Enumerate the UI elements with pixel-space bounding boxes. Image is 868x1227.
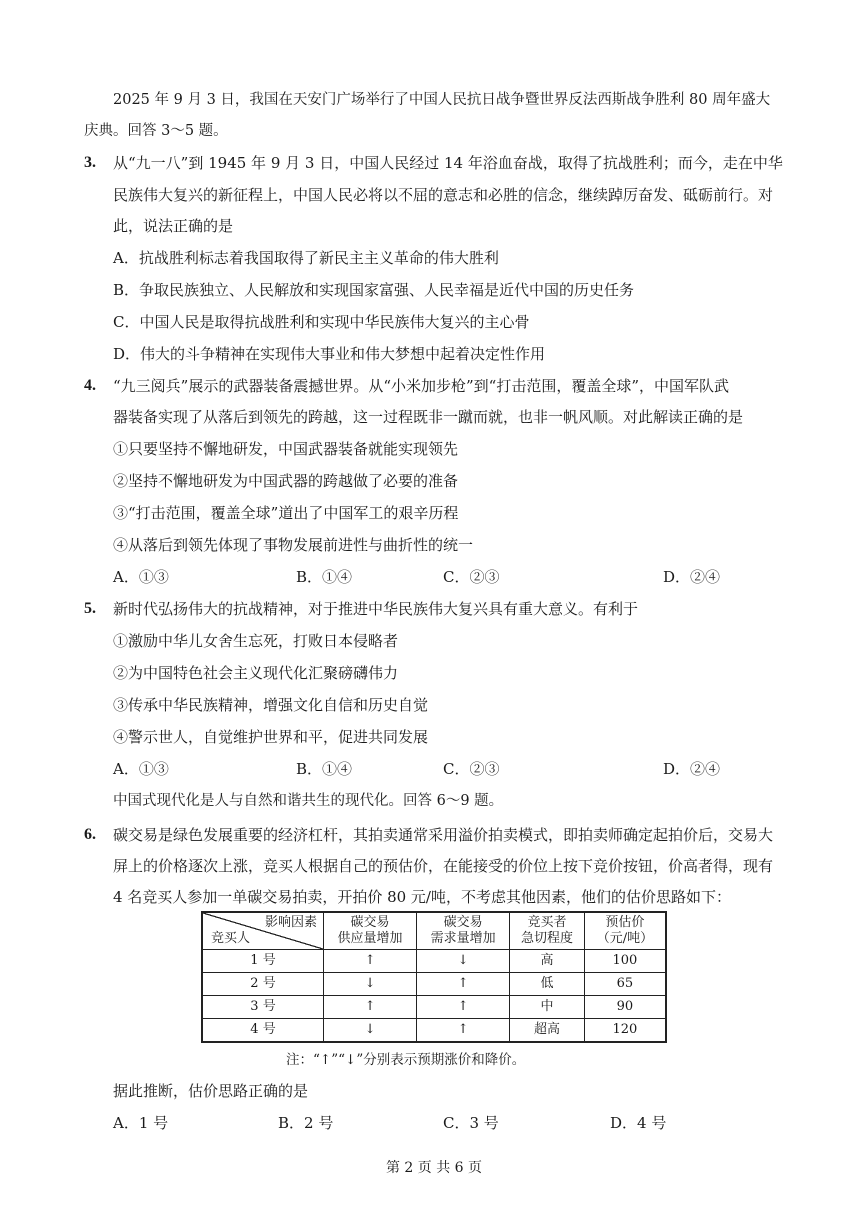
- table-cell: ↓: [417, 950, 510, 973]
- table-row: [202, 950, 666, 973]
- bidder-estimate-table: [201, 911, 667, 1043]
- option-c: C．②③: [443, 568, 500, 586]
- statement-item: ③传承中华民族精神，增强文化自信和历史自觉: [113, 696, 429, 714]
- table-cell: ↑: [324, 996, 417, 1019]
- option-a: A．①③: [113, 568, 169, 586]
- table-cell: 1 号: [202, 950, 324, 973]
- statement-item: ②坚持不懈地研发为中国武器的跨越做了必要的准备: [113, 472, 459, 490]
- table-cell: ↑: [324, 950, 417, 973]
- question-stem: 4 名竞买人参加一单碳交易拍卖，开拍价 80 元/吨，不考虑其他因素，他们的估价思路如下：: [113, 888, 731, 906]
- section-intro-line: 2025 年 9 月 3 日，我国在天安门广场举行了中国人民抗日战争暨世界反法西斯战争胜利 80 周年盛大: [113, 92, 771, 108]
- option-d: D．②④: [663, 760, 721, 778]
- table-cell: ↓: [324, 973, 417, 996]
- question-stem: 从“九一八”到 1945 年 9 月 3 日，中国人民经过 14 年浴血奋战，取得了抗战胜利；而今，走在中华: [113, 154, 783, 172]
- option-a: A．抗战胜利标志着我国取得了新民主主义革命的伟大胜利: [113, 249, 499, 267]
- section-intro-line: 庆典。回答 3～5 题。: [84, 123, 228, 139]
- question-stem: 屏上的价格逐次上涨，竞买人根据自己的预估价，在能接受的价位上按下竞价按钮，价高者得，现有: [113, 857, 774, 875]
- option-d: D．伟大的斗争精神在实现伟大事业和伟大梦想中起着决定性作用: [113, 345, 546, 363]
- table-cell: 超高: [510, 1019, 585, 1043]
- table-cell: 100: [584, 950, 666, 973]
- statement-item: ④从落后到领先体现了事物发展前进性与曲折性的统一: [113, 536, 474, 554]
- question-stem: 民族伟大复兴的新征程上，中国人民必将以不屈的意志和必胜的信念，继续踔厉奋发、砥砺前行。对: [113, 186, 774, 204]
- statement-item: ①只要坚持不懈地研发，中国武器装备就能实现领先: [113, 440, 459, 458]
- table-cell: 65: [584, 973, 666, 996]
- table-row: [202, 1019, 666, 1043]
- table-cell: 中: [510, 996, 585, 1019]
- statement-item: ②为中国特色社会主义现代化汇聚磅礴伟力: [113, 664, 399, 682]
- question-prompt: 据此推断，估价思路正确的是: [113, 1082, 309, 1100]
- question-stem: 碳交易是绿色发展重要的经济杠杆，其拍卖通常采用溢价拍卖模式，即拍卖师确定起拍价后，交易大: [113, 826, 774, 844]
- option-c: C．②③: [443, 760, 500, 778]
- option-c: C．中国人民是取得抗战胜利和实现中华民族伟大复兴的主心骨: [113, 313, 530, 331]
- table-cell: 低: [510, 973, 585, 996]
- column-header: 预估价 （元/吨）: [584, 912, 666, 950]
- option-b: B．争取民族独立、人民解放和实现国家富强、人民幸福是近代中国的历史任务: [113, 281, 635, 299]
- table-cell: ↓: [324, 1019, 417, 1043]
- question-stem: “九三阅兵”展示的武器装备震撼世界。从“小米加步枪”到“打击范围，覆盖全球”，中国军队武: [113, 377, 730, 395]
- option-a: A．1 号: [113, 1114, 169, 1132]
- question-stem: 器装备实现了从落后到领先的跨越，这一过程既非一蹴而就，也非一帆风顺。对此解读正确的是: [113, 408, 744, 426]
- column-header: 碳交易 需求量增加: [417, 912, 510, 950]
- page-footer: 第 2 页 共 6 页: [385, 1160, 483, 1176]
- table-row: [202, 973, 666, 996]
- question-number: 3.: [84, 154, 96, 171]
- table-cell: ↑: [417, 996, 510, 1019]
- option-b: B．①④: [296, 760, 353, 778]
- table-cell: 4 号: [202, 1019, 324, 1043]
- column-header: 竞买者 急切程度: [510, 912, 585, 950]
- question-stem: 新时代弘扬伟大的抗战精神，对于推进中华民族伟大复兴具有重大意义。有利于: [113, 600, 639, 618]
- corner-label-bidder: 竞买人: [211, 931, 251, 946]
- statement-item: ④警示世人，自觉维护世界和平，促进共同发展: [113, 728, 429, 746]
- table-cell: 高: [510, 950, 585, 973]
- section-intro-line: 中国式现代化是人与自然和谐共生的现代化。回答 6～9 题。: [113, 793, 504, 809]
- question-number: 5.: [84, 600, 96, 617]
- option-a: A．①③: [113, 760, 169, 778]
- question-number: 4.: [84, 377, 96, 394]
- corner-label-factors: 影响因素: [264, 915, 317, 930]
- table-cell: ↑: [417, 973, 510, 996]
- table-row: [202, 996, 666, 1019]
- question-number: 6.: [84, 826, 96, 843]
- option-d: D．4 号: [610, 1114, 667, 1132]
- column-header: 碳交易 供应量增加: [324, 912, 417, 950]
- statement-item: ③“打击范围，覆盖全球”道出了中国军工的艰辛历程: [113, 504, 459, 522]
- question-stem: 此，说法正确的是: [113, 217, 234, 235]
- statement-item: ①激励中华儿女舍生忘死，打败日本侵略者: [113, 632, 399, 650]
- option-c: C．3 号: [443, 1114, 499, 1132]
- table-cell: 120: [584, 1019, 666, 1043]
- option-d: D．②④: [663, 568, 721, 586]
- table-header-row: [202, 912, 666, 950]
- table-cell: 90: [584, 996, 666, 1019]
- table-corner-cell: [202, 912, 324, 950]
- option-b: B．①④: [296, 568, 353, 586]
- table-cell: 3 号: [202, 996, 324, 1019]
- table-cell: ↑: [417, 1019, 510, 1043]
- table-cell: 2 号: [202, 973, 324, 996]
- option-b: B．2 号: [278, 1114, 334, 1132]
- table-note: 注：“↑”“↓”分别表示预期涨价和降价。: [286, 1052, 526, 1068]
